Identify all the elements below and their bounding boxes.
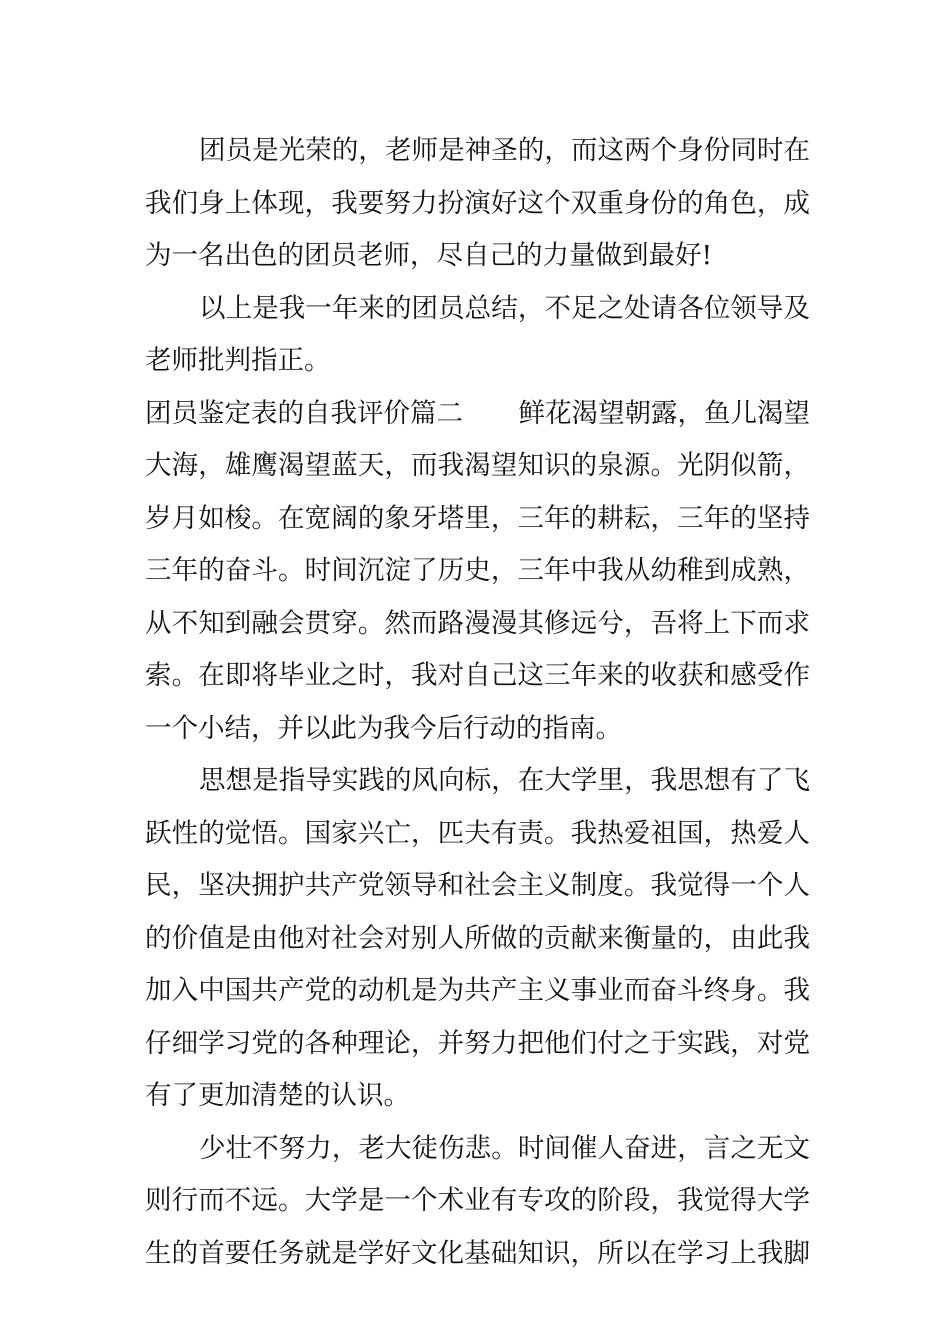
- text-line: 跃性的觉悟。国家兴亡，匹夫有责。我热爱祖国，热爱人: [145, 817, 810, 849]
- text-line: 仔细学习党的各种理论，并努力把他们付之于实践，对党: [145, 1027, 810, 1059]
- text-line: 岁月如梭。在宽阔的象牙塔里，三年的耕耘，三年的坚持: [145, 502, 810, 534]
- text-line: 我们身上体现，我要努力扮演好这个双重身份的角色，成: [145, 187, 810, 219]
- text-line: 民，坚决拥护共产党领导和社会主义制度。我觉得一个人: [145, 870, 810, 901]
- text-line: 一个小结，并以此为我今后行动的指南。: [145, 712, 622, 744]
- text-line: 则行而不远。大学是一个术业有专攻的阶段，我觉得大学: [145, 1185, 810, 1216]
- document-body: [145, 125, 810, 1280]
- paragraph: [145, 1123, 810, 1281]
- text-line: 索。在即将毕业之时，我对自己这三年来的收获和感受作: [145, 660, 810, 691]
- paragraph: [145, 125, 810, 283]
- text-line: 三年的奋斗。时间沉淀了历史，三年中我从幼稚到成熟，: [145, 555, 810, 586]
- text-line: 思想是指导实践的风向标，在大学里，我思想有了飞: [199, 765, 810, 796]
- text-line: 少壮不努力，老大徒伤悲。时间催人奋进，言之无文: [199, 1132, 810, 1164]
- paragraph: [145, 755, 810, 1123]
- text-line: 团员是光荣的，老师是神圣的，而这两个身份同时在: [199, 135, 810, 166]
- text-line: 以上是我一年来的团员总结，不足之处请各位领导及: [199, 292, 810, 324]
- text-line: 为一名出色的团员老师，尽自己的力量做到最好!: [145, 240, 713, 271]
- text-line-start: 鲜花渴望朝露，鱼儿渴望: [518, 397, 810, 429]
- text-line: 从不知到融会贯穿。然而路漫漫其修远兮，吾将上下而求: [145, 607, 810, 639]
- section-heading: 团员鉴定表的自我评价篇二: [145, 397, 463, 429]
- text-line: 生的首要任务就是学好文化基础知识，所以在学习上我脚: [145, 1237, 810, 1269]
- paragraph: [145, 283, 810, 388]
- text-line: 的价值是由他对社会对别人所做的贡献来衡量的，由此我: [145, 922, 810, 954]
- text-line: 大海，雄鹰渴望蓝天，而我渴望知识的泉源。光阴似箭，: [145, 450, 810, 481]
- text-line: 老师批判指正。: [145, 345, 331, 376]
- text-line: 有了更加清楚的认识。: [145, 1080, 410, 1111]
- paragraph: [145, 388, 810, 756]
- section-heading-line: [145, 388, 810, 441]
- text-line: 加入中国共产党的动机是为共产主义事业而奋斗终身。我: [145, 975, 810, 1006]
